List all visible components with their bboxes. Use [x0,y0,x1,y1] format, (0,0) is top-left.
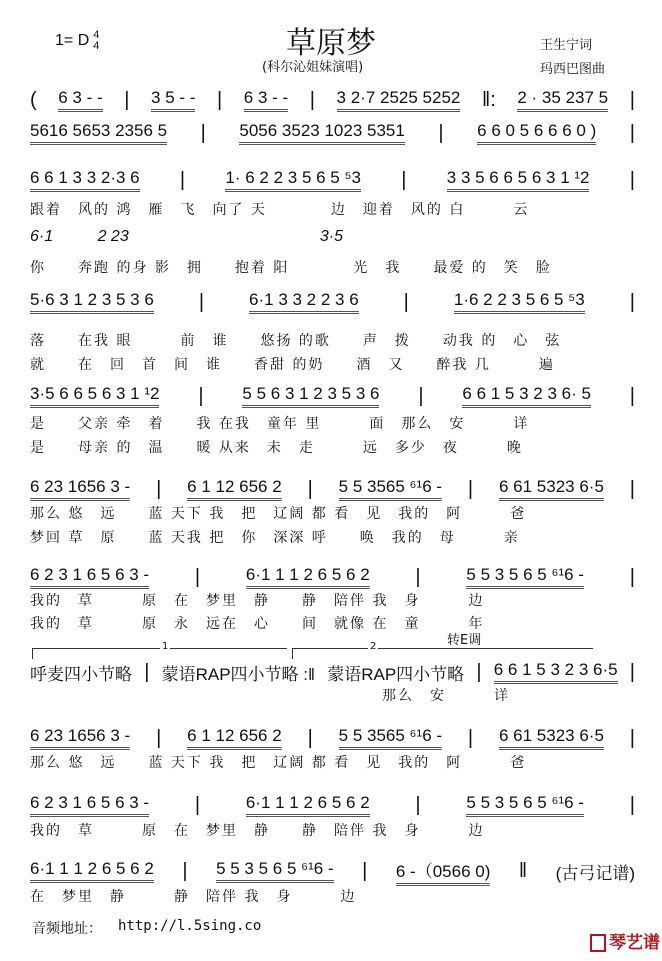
lyric-line: 我的 草 原 在 梦里 静 静 陪伴 我 身 边 [30,823,485,839]
measure: 3·5 6 6 5 6 3 1 ¹2 [30,384,159,408]
bar-line: | [124,88,130,111]
bar-line: | [217,88,223,111]
bar-line: | [362,859,368,882]
measure: 6 2 3 1 6 5 6 3 - [30,565,149,589]
bar-line: | [476,660,482,683]
measure: 5 5 3 5 6 5 ⁶¹6 - [466,793,584,817]
bar-line: | [182,859,188,882]
measure: 6·1 1 1 2 6 5 6 2 [246,793,370,817]
bar-line: | [629,88,635,111]
bar-line: | [467,477,474,500]
notation-row [30,660,635,684]
time-bottom: 4 [93,40,100,52]
notation-row [30,565,635,589]
lyric-line: 落 在我 眼 前 谁 悠扬 的歌 声 拨 动我 的 心 弦 [30,333,562,349]
measure: 5 5 3 5 6 5 ⁶¹6 - [466,565,584,589]
composer: 玛西巴图曲 [540,62,606,77]
bar-line: | [629,565,635,588]
measure: 5 5 6 3 1 2 3 5 3 6 [242,384,379,408]
time-top: 4 [93,29,100,41]
measure: 6 1 12 656 2 [187,477,282,501]
bar-line: | [629,726,635,749]
measure: 6 3 - - [58,88,102,112]
logo-icon [590,934,606,952]
measure: 6 1 12 656 2 [187,726,282,750]
bar-line: | [401,168,407,191]
bar-line: | [467,726,474,749]
bar-line: | [144,660,150,683]
lyric-line: 在 梦里 静 静 陪伴 我 身 边 [30,889,357,905]
volta-1-label: 1 [162,641,169,652]
lyric-line: 那么 悠 远 蓝 天下 我 把 辽阔 都 看 见 我的 阿 爸 [30,755,527,771]
audio-url-link[interactable]: http://l.5sing.co [118,918,262,934]
measure: 6 6 1 5 3 2 3 6· 5 [462,384,591,408]
lyric-line: 那么 安 详 [30,688,510,704]
notation-row [30,88,635,112]
logo-text: 琴艺谱 [609,933,660,953]
bar-line: | [156,726,162,749]
notation-row [30,384,635,408]
lyric-line: 就 在 回 首 间 谁 香甜 的奶 酒 又 醉我 几 遍 [30,357,555,373]
measure: 6 6 1 5 3 2 3 6·5 [494,660,618,684]
measure: 6·1 1 1 2 6 5 6 2 [30,859,154,883]
bar-line: | [307,726,313,749]
bar-line: | [403,290,409,313]
notation-row [30,726,635,750]
lyric-line: 是 母亲 的 温 暖 从来 未 走 远 多少 夜 晚 [30,440,523,456]
measure: 6·1 1 1 2 6 5 6 2 [246,565,370,589]
bar-line: | [629,477,635,500]
bar-line: ( [30,88,37,111]
measure: 呼麦四小节略 [30,664,132,684]
bar-line: | [309,88,315,111]
measure: 3 5 - - [151,88,195,112]
lyric-line: 你 奔跑 的身 影 拥 抱着 阳 光 我 最爱 的 笑 脸 [30,260,552,276]
site-logo [590,928,660,953]
bar-line: | [629,290,635,313]
measure: 1·6 2 2 3 5 6 5 ⁵3 [454,290,585,314]
key-signature [55,30,99,52]
measure: 6 -（0566 0) [396,857,491,886]
song-title: 草原梦 [286,26,376,61]
modulation-mark: 转E调 [447,633,482,648]
measure: (古弓记谱) [555,863,635,883]
bar-line: | [415,793,421,816]
bar-line: | [629,168,635,191]
bar-line: | [629,793,635,816]
measure: 5616 5653 2356 5 [30,121,167,145]
measure: 蒙语RAP四小节略 :‖ [161,664,316,684]
volta-2 [292,641,593,659]
measure: 6 3 - - [244,88,288,112]
measure: 6 6 0 5 6 6 6 0 ) [477,121,596,145]
measure: 5056 3523 1023 5351 [239,121,404,145]
measure: 3 3 5 6 6 5 6 3 1 ¹2 [447,168,590,192]
measure: 3 2·7 2525 5252 [337,88,461,112]
measure: 5 5 3565 ⁶¹6 - [339,726,442,750]
measure: 6 61 5323 6·5 [499,726,604,750]
bar-line: | [156,477,162,500]
bar-line: | [629,660,635,683]
bar-line: | [200,121,206,144]
alt-notes: 6·1 2 23 3·5 [30,228,343,245]
bar-line: | [198,384,204,407]
audio-label: 音频地址： [32,921,102,937]
measure: 5·6 3 1 2 3 5 3 6 [30,290,154,314]
bar-line: | [415,565,421,588]
bar-line: | [198,290,205,313]
measure: 6 2 3 1 6 5 6 3 - [30,793,149,817]
notation-row [30,477,635,501]
time-signature [93,30,99,52]
measure: 6 6 1 3 3 2·3 6 [30,168,140,192]
notation-row [30,168,635,192]
bar-line: | [307,477,313,500]
lyricist: 王生宁词 [540,38,593,53]
notation-row [30,121,635,145]
bar-line: | [179,168,186,191]
lyric-line: 跟着 风的 鸿 雁 飞 向了 天 边 迎着 风的 白 云 [30,202,530,218]
lyric-line: 是 父亲 牵 着 我 在我 童年 里 面 那么 安 详 [30,416,530,432]
measure: 6 23 1656 3 - [30,726,130,750]
notation-row [30,859,635,883]
measure: 6·1 3 3 2 2 3 6 [249,290,359,314]
measure: 6 61 5323 6·5 [499,477,604,501]
measure: 5 5 3565 ⁶¹6 - [339,477,442,501]
lyric-line: 我的 草 原 永 远在 心 间 就像 在 童 年 [30,616,485,632]
performer-subtitle: (科尔沁姐妹演唱) [262,60,364,75]
measure: 5 5 3 5 6 5 ⁶¹6 - [216,859,334,883]
key-label: 1= D [55,32,90,50]
bar-line: | [629,384,635,407]
notation-row [30,793,635,817]
bar-line: ‖: [481,88,496,111]
bar-line: | [418,384,424,407]
bar-line: | [438,121,444,144]
bar-line: ‖ [518,859,528,882]
bar-line: | [194,565,201,588]
measure: 6 23 1656 3 - [30,477,130,501]
lyric-line: 那么 悠 远 蓝 天下 我 把 辽阔 都 看 见 我的 阿 爸 [30,506,527,522]
measure: 2 · 35 237 5 [517,88,608,112]
measure: 1· 6 2 2 3 5 6 5 ⁵3 [225,168,361,192]
bar-line: | [629,121,635,144]
notation-row [30,290,635,314]
measure: 蒙语RAP四小节略 [327,664,465,684]
volta-1 [32,641,287,659]
volta-2-label: 2 [370,641,377,652]
lyric-line: 梦回 草 原 蓝 天我 把 你 深深 呼 唤 我的 母 亲 [30,530,520,546]
bar-line: | [194,793,201,816]
lyric-line: 我的 草 原 在 梦里 静 静 陪伴 我 身 边 [30,593,485,609]
